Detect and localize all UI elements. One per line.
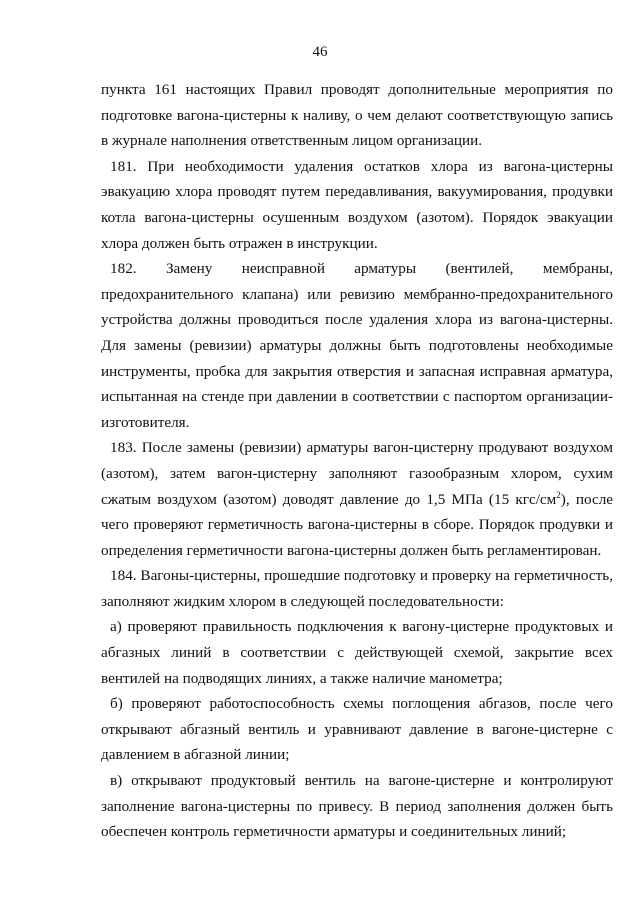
superscript-2: 2: [556, 489, 561, 500]
paragraph-184: 184. Вагоны-цистерны, прошедшие подготовку и проверку на герметичность, заполняют жидким хлором в следующей последовательности:: [101, 567, 613, 610]
paragraph-182: 182. Замену неисправной арматуры (вентилей, мембраны, предохранительного клапана) или ревизию мембранно-предохранительного устройства должны проводиться после удаления хлора из вагона-цистерны. Для замены (ревизии) арматуры должны быть подготовлены необходимые инструменты, пробка для закрытия отверстия и запасная исправная арматура, испытанная на стенде при давлении в соответствии с паспортом организации-изготовителя.: [101, 260, 613, 431]
page-number: 46: [312, 44, 328, 60]
paragraph-continuation: пункта 161 настоящих Правил проводят дополнительные мероприятия по подготовке вагона-цистерны к наливу, о чем делают соответствующую запись в журнале наполнения ответственным лицом организации.: [101, 81, 613, 150]
paragraph-183-text-start: 183. После замены (ревизии) арматуры вагон-цистерну продувают воздухом (азотом), затем вагон-цистерну заполняют газообразным хлором, сухим сжатым воздухом (азотом) доводят давление до 1,5 МПа (15 кгс/см: [101, 439, 613, 508]
paragraph-183-text-end: ), после чего проверяют герметичность вагона-цистерны в сборе. Порядок продувки и определения герметичности вагона-цистерны должен быть регламентирован.: [101, 490, 614, 559]
document-body: [101, 77, 613, 845]
paragraph-183: [101, 435, 613, 563]
list-item-v: в) открывают продуктовый вентиль на вагоне-цистерне и контролируют заполнение вагона-цистерны по привесу. В период заполнения должен быть обеспечен контроль герметичности арматуры и соединительных линий;: [101, 772, 613, 841]
paragraph-181: 181. При необходимости удаления остатков хлора из вагона-цистерны эвакуацию хлора проводят путем передавливания, вакуумирования, продувки котла вагона-цистерны осушенным воздухом (азотом). Порядок эвакуации хлора должен быть отражен в инструкции.: [101, 157, 613, 252]
list-item-b: б) проверяют работоспособность схемы поглощения абгазов, после чего открывают абгазный вентиль и уравнивают давление в вагоне-цистерне с давлением в абгазной линии;: [101, 695, 613, 764]
list-item-a: а) проверяют правильность подключения к вагону-цистерне продуктовых и абгазных линий в соответствии с действующей схемой, закрытие всех вентилей на подводящих линиях, а также наличие манометра;: [101, 618, 613, 687]
